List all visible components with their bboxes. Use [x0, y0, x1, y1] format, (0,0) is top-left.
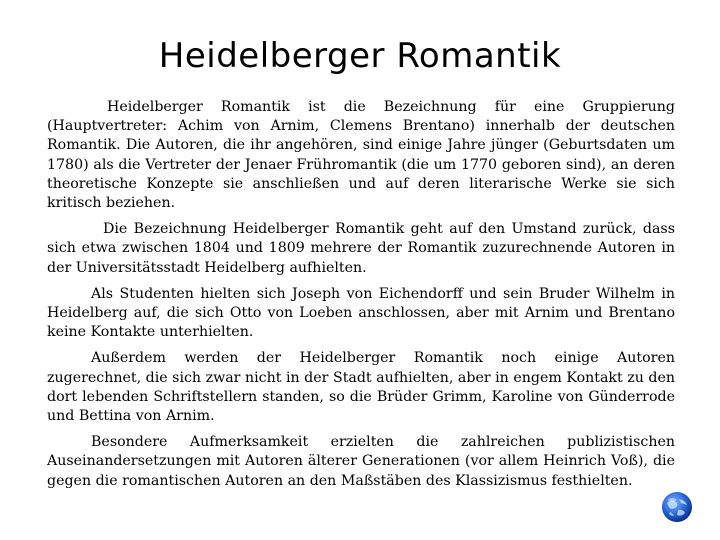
paragraph-4: Außerdem werden der Heidelberger Romantik noch einige Autoren zugerechnet, die sich zwar nicht in der Stadt aufhielten, aber in engem Kontakt zu den dort lebenden Schriftstellern standen, so die Brüder Grimm, Karoline von Günderrode und Bettina von Arnim.	[47, 350, 675, 425]
paragraph-1: Heidelberger Romantik ist die Bezeichnung für eine Gruppierung (Hauptvertreter: Achim von Arnim, Clemens Brentano) innerhalb der deutschen Romantik. Die Autoren, die ihr angehören, sind einige Jahre jünger (Geburtsdaten um 1780) als die Vertreter der Jenaer Frühromantik (die um 1770 geboren sind), an deren theoretische Konzepte sie anschließen und auf deren literarische Werke sie sich kritisch beziehen.	[47, 99, 675, 212]
slide-title: Heidelberger Romantik	[158, 36, 562, 76]
slide-body	[47, 98, 675, 498]
globe-icon[interactable]	[660, 490, 694, 524]
paragraph-5: Besondere Aufmerksamkeit erzielten die zahlreichen publizistischen Auseinandersetzungen mit Autoren älterer Generationen (vor allem Heinrich Voß), die gegen die romantischen Autoren an den Maßstäben des Klassizismus festhielten.	[47, 434, 675, 489]
paragraph-2: Die Bezeichnung Heidelberger Romantik geht auf den Umstand zurück, dass sich etwa zwischen 1804 und 1809 mehrere der Romantik zuzurechnende Autoren in der Universitätsstadt Heidelberg aufhielten.	[47, 221, 675, 276]
paragraph-3: Als Studenten hielten sich Joseph von Eichendorff und sein Bruder Wilhelm in Heidelberg auf, die sich Otto von Loeben anschlossen, aber mit Arnim und Brentano keine Kontakte unterhielten.	[47, 285, 675, 341]
